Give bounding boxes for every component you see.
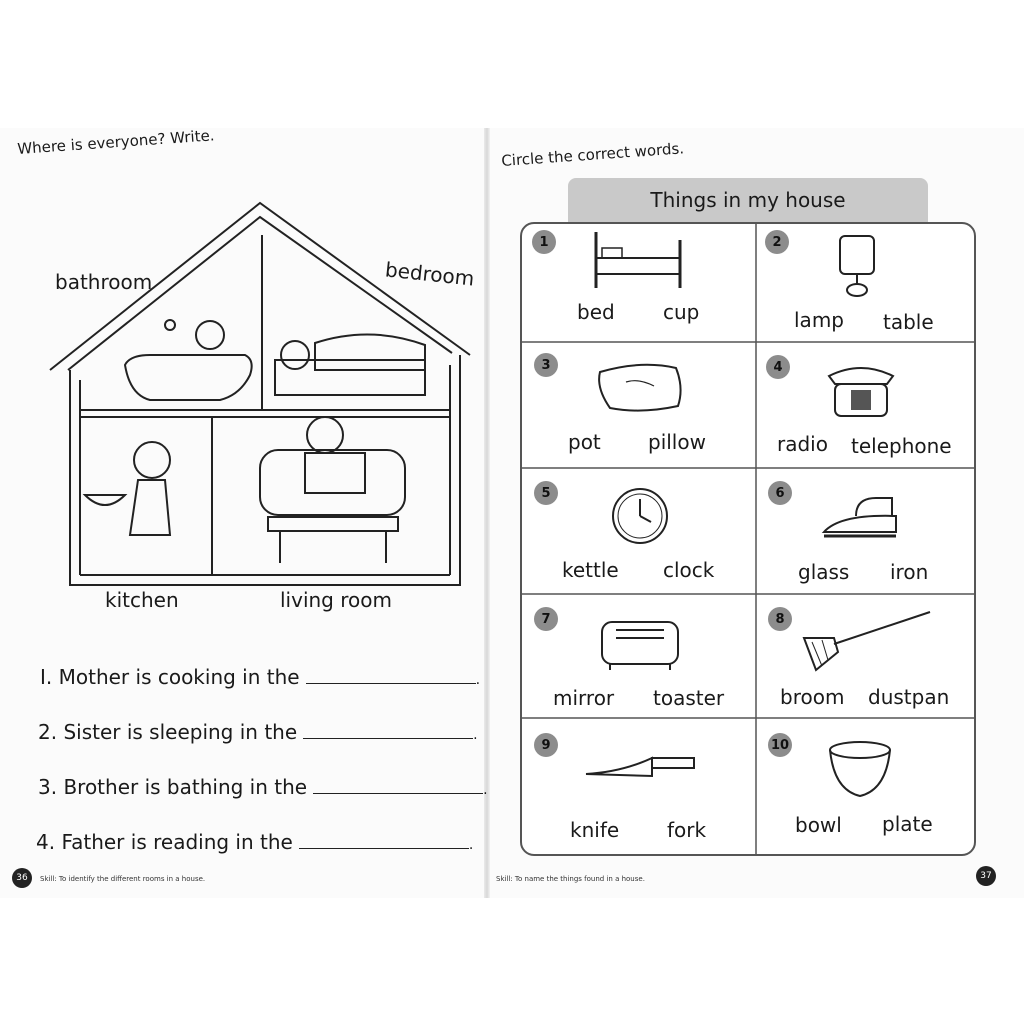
knife-icon [582, 752, 698, 782]
word-bed[interactable]: bed [577, 300, 615, 324]
word-cup[interactable]: cup [663, 300, 700, 324]
word-telephone[interactable]: telephone [851, 434, 952, 458]
word-bowl[interactable]: bowl [795, 813, 842, 837]
answer-blank-2[interactable] [303, 720, 473, 739]
broom-icon [798, 608, 934, 676]
sentence-4: 4. Father is reading in the . [36, 830, 474, 854]
item-number-5: 5 [534, 481, 558, 505]
word-kettle[interactable]: kettle [562, 558, 619, 582]
word-pot[interactable]: pot [568, 430, 601, 454]
telephone-icon [825, 360, 897, 420]
item-number-2: 2 [765, 230, 789, 254]
room-label-kitchen: kitchen [105, 588, 179, 612]
item-number-9: 9 [534, 733, 558, 757]
skill-note-left: Skill: To identify the different rooms in a house. [40, 875, 206, 883]
house-illustration [40, 195, 485, 595]
answer-blank-1[interactable] [306, 665, 476, 684]
item-number-4: 4 [766, 355, 790, 379]
iron-icon [820, 492, 900, 544]
word-clock[interactable]: clock [663, 558, 715, 582]
left-instruction: Where is everyone? Write. [16, 126, 216, 158]
sentence-1: I. Mother is cooking in the . [40, 665, 481, 689]
word-knife[interactable]: knife [570, 818, 620, 842]
item-number-6: 6 [768, 481, 792, 505]
pillow-icon [596, 358, 686, 414]
bowl-icon [826, 738, 894, 802]
word-broom[interactable]: broom [780, 685, 845, 709]
toaster-icon [598, 612, 682, 672]
page-number-left: 36 [12, 868, 32, 888]
word-dustpan[interactable]: dustpan [868, 685, 950, 709]
word-glass[interactable]: glass [798, 560, 850, 584]
sentence-2: 2. Sister is sleeping in the . [38, 720, 478, 744]
answer-blank-4[interactable] [299, 830, 469, 849]
word-iron[interactable]: iron [890, 560, 929, 584]
clock-icon [610, 486, 670, 546]
item-number-8: 8 [768, 607, 792, 631]
bed-icon [588, 230, 688, 290]
item-number-10: 10 [768, 733, 792, 757]
word-table[interactable]: table [883, 310, 934, 334]
lamp-icon [832, 232, 882, 298]
room-label-living-room: living room [280, 588, 392, 612]
item-number-7: 7 [534, 607, 558, 631]
word-lamp[interactable]: lamp [794, 308, 844, 332]
skill-note-right: Skill: To name the things found in a house. [496, 875, 645, 883]
right-instruction: Circle the correct words. [500, 139, 685, 170]
word-radio[interactable]: radio [777, 432, 828, 456]
item-number-3: 3 [534, 353, 558, 377]
word-plate[interactable]: plate [882, 812, 933, 836]
word-pillow[interactable]: pillow [648, 430, 706, 454]
word-mirror[interactable]: mirror [553, 686, 615, 710]
room-label-bedroom: bedroom [383, 257, 476, 291]
sentence-3: 3. Brother is bathing in the . [38, 775, 488, 799]
item-number-1: 1 [532, 230, 556, 254]
word-toaster[interactable]: toaster [653, 686, 725, 710]
worksheet-title: Things in my house [568, 178, 928, 222]
word-fork[interactable]: fork [667, 818, 707, 842]
room-label-bathroom: bathroom [55, 270, 153, 294]
answer-blank-3[interactable] [313, 775, 483, 794]
page-number-right: 37 [976, 866, 996, 886]
